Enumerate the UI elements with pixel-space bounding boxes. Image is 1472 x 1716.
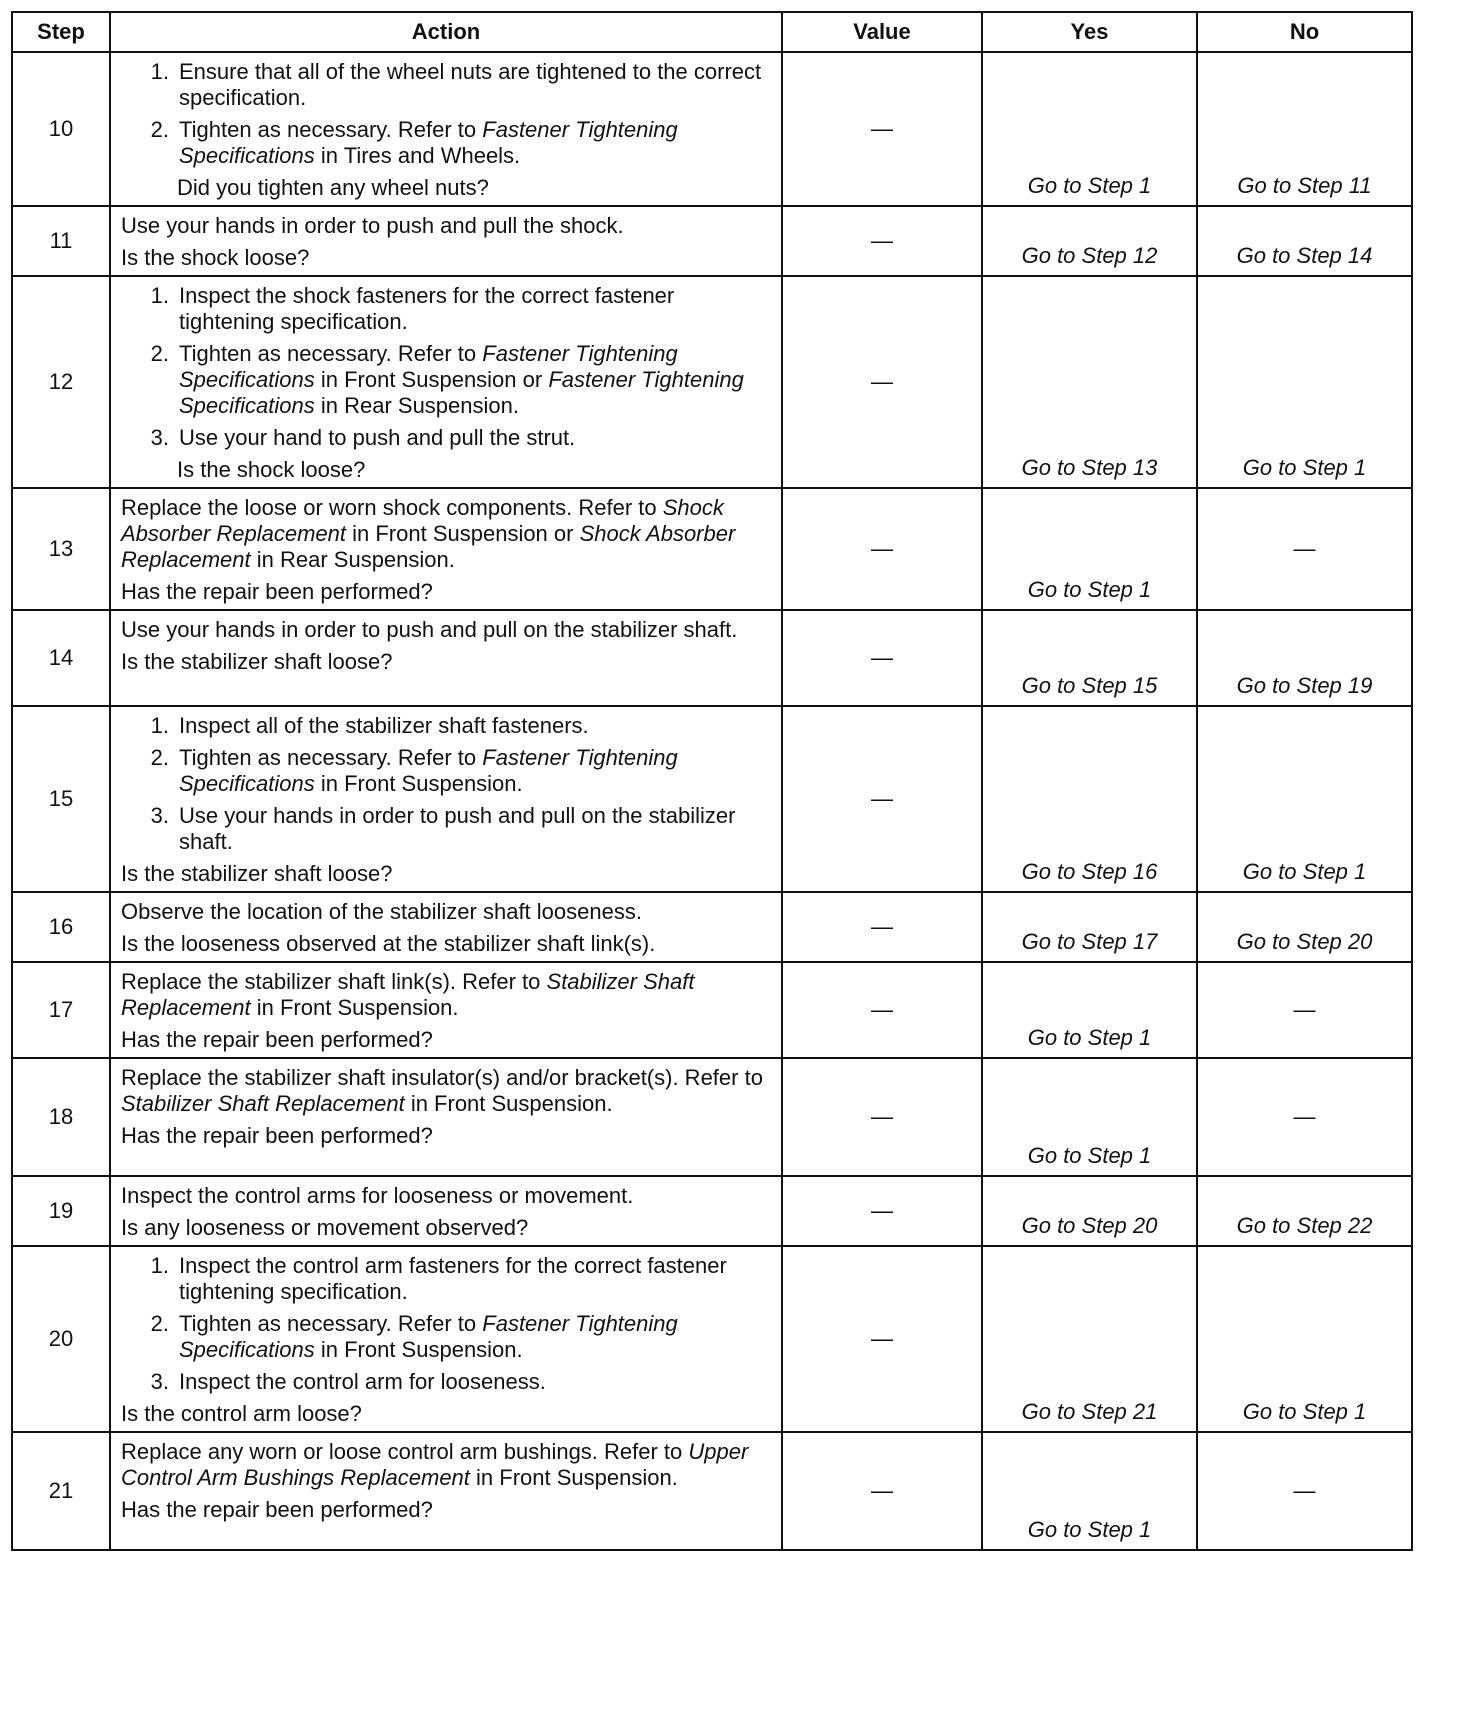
question: Did you tighten any wheel nuts? (177, 175, 489, 200)
reference-title: Fastener Tightening Specifications (179, 117, 678, 168)
yes-cell (982, 962, 1197, 1058)
no-cell (1197, 1176, 1412, 1246)
table-row (12, 276, 1412, 488)
action-cell (110, 206, 782, 276)
action-cell (110, 962, 782, 1058)
step-number: 3. (150, 425, 169, 450)
value-dash: — (871, 645, 893, 670)
action-text (121, 1439, 773, 1491)
no-dash: — (1293, 536, 1316, 561)
value-dash: — (871, 536, 893, 561)
table-row (12, 610, 1412, 706)
reference-title: Fastener Tightening Specifications (179, 745, 678, 796)
reference-title: Upper Control Arm Bushings Replacement (121, 1439, 749, 1490)
value-cell (782, 1246, 982, 1432)
action-step (121, 1311, 773, 1363)
text: in Front Suspension. (314, 1337, 523, 1362)
table-row (12, 892, 1412, 962)
text: in Rear Suspension. (314, 393, 519, 418)
yes-goto: Go to Step 12 (1021, 243, 1158, 268)
header-no: No (1197, 12, 1412, 52)
no-dash: — (1293, 997, 1316, 1022)
question: Is the shock loose? (177, 457, 366, 482)
action-cell (110, 1246, 782, 1432)
yes-goto: Go to Step 1 (1027, 173, 1152, 198)
action-step (121, 283, 773, 335)
text: in Front Suspension. (404, 1091, 613, 1116)
yes-cell (982, 206, 1197, 276)
action-step (121, 713, 773, 739)
text: in Front Suspension. (250, 995, 459, 1020)
reference-title: Fastener Tightening Specifications (179, 1311, 678, 1362)
header-value: Value (782, 12, 982, 52)
action-cell (110, 610, 782, 706)
action-text (121, 1183, 773, 1209)
step-text (179, 117, 773, 169)
action-cell (110, 488, 782, 610)
action-cell (110, 706, 782, 892)
step-cell: 10 (12, 52, 110, 206)
yes-cell (982, 488, 1197, 610)
value-dash: — (871, 369, 893, 394)
value-cell (782, 206, 982, 276)
text: Inspect the control arm for looseness. (179, 1369, 546, 1394)
yes-goto: Go to Step 21 (1021, 1399, 1158, 1424)
table-row (12, 1432, 1412, 1550)
step-number: 3. (150, 1369, 169, 1394)
question: Has the repair been performed? (121, 1123, 433, 1148)
header-step: Step (12, 12, 110, 52)
no-cell (1197, 276, 1412, 488)
header-row (12, 12, 1412, 52)
no-goto: Go to Step 20 (1236, 929, 1373, 954)
table-body (12, 52, 1412, 1550)
action-step (121, 1369, 773, 1395)
table-row (12, 206, 1412, 276)
value-dash: — (871, 786, 893, 811)
no-cell (1197, 1246, 1412, 1432)
question: Is the stabilizer shaft loose? (121, 861, 393, 886)
step-text (179, 1311, 773, 1363)
text: Tighten as necessary. Refer to (179, 117, 483, 142)
reference-title: Shock Absorber Replacement (121, 521, 736, 572)
step-cell: 17 (12, 962, 110, 1058)
table-row (12, 52, 1412, 206)
text: Use your hands in order to push and pull on the stabilizer shaft. (121, 617, 738, 642)
step-cell: 20 (12, 1246, 110, 1432)
yes-goto: Go to Step 1 (1027, 1517, 1152, 1542)
yes-goto: Go to Step 1 (1027, 1143, 1152, 1168)
step-number: 2. (150, 341, 169, 366)
step-text (179, 341, 773, 419)
action-step (121, 803, 773, 855)
action-text (121, 617, 773, 643)
action-step (121, 59, 773, 111)
step-text (179, 803, 773, 855)
no-cell (1197, 892, 1412, 962)
no-goto: Go to Step 14 (1236, 243, 1373, 268)
diagnostic-table (11, 11, 1413, 1551)
step-number: 1. (150, 1253, 169, 1278)
yes-cell (982, 1432, 1197, 1550)
question: Has the repair been performed? (121, 1497, 433, 1522)
value-dash: — (871, 997, 893, 1022)
value-cell (782, 488, 982, 610)
value-cell (782, 892, 982, 962)
question: Is the stabilizer shaft loose? (121, 649, 393, 674)
value-cell (782, 962, 982, 1058)
text: Inspect the shock fasteners for the correct fastener tightening specification. (179, 283, 675, 334)
action-text (121, 495, 773, 573)
value-dash: — (871, 1326, 893, 1351)
value-cell (782, 706, 982, 892)
step-number: 1. (150, 59, 169, 84)
step-cell: 11 (12, 206, 110, 276)
reference-title: Shock Absorber Replacement (121, 495, 724, 546)
value-dash: — (871, 1104, 893, 1129)
text: in Tires and Wheels. (314, 143, 521, 168)
action-cell (110, 52, 782, 206)
text: Ensure that all of the wheel nuts are tightened to the correct specification. (179, 59, 762, 110)
text: Replace the loose or worn shock components. Refer to (121, 495, 663, 520)
step-number: 3. (150, 803, 169, 828)
no-cell (1197, 706, 1412, 892)
step-cell: 14 (12, 610, 110, 706)
yes-cell (982, 276, 1197, 488)
text: in Front Suspension. (314, 771, 523, 796)
step-text (179, 425, 773, 451)
action-cell (110, 276, 782, 488)
question: Is the shock loose? (121, 245, 310, 270)
question: Has the repair been performed? (121, 1027, 433, 1052)
text: in Rear Suspension. (250, 547, 455, 572)
value-dash: — (871, 116, 893, 141)
step-text (179, 1253, 773, 1305)
action-cell (110, 1176, 782, 1246)
step-cell: 16 (12, 892, 110, 962)
step-number: 2. (150, 117, 169, 142)
text: in Front Suspension or (346, 521, 580, 546)
action-text (121, 1065, 773, 1117)
text: Inspect the control arms for looseness or movement. (121, 1183, 634, 1208)
value-dash: — (871, 914, 893, 939)
action-text (121, 899, 773, 925)
step-number: 2. (150, 745, 169, 770)
reference-title: Fastener Tightening Specifications (179, 341, 678, 392)
question: Is the looseness observed at the stabilizer shaft link(s). (121, 931, 656, 956)
no-dash: — (1293, 1478, 1316, 1503)
no-goto: Go to Step 22 (1236, 1213, 1373, 1238)
reference-title: Stabilizer Shaft Replacement (121, 1091, 405, 1116)
question: Has the repair been performed? (121, 579, 433, 604)
action-cell (110, 1058, 782, 1176)
step-text (179, 1369, 773, 1395)
step-number: 1. (150, 713, 169, 738)
yes-goto: Go to Step 20 (1021, 1213, 1158, 1238)
action-cell (110, 1432, 782, 1550)
yes-cell (982, 706, 1197, 892)
yes-goto: Go to Step 17 (1021, 929, 1158, 954)
value-cell (782, 610, 982, 706)
text: Replace the stabilizer shaft insulator(s) and/or bracket(s). Refer to (121, 1065, 763, 1090)
question: Is any looseness or movement observed? (121, 1215, 529, 1240)
text: Use your hand to push and pull the strut. (179, 425, 576, 450)
no-cell (1197, 610, 1412, 706)
reference-title: Fastener Tightening Specifications (179, 367, 744, 418)
value-dash: — (871, 1478, 893, 1503)
yes-goto: Go to Step 13 (1021, 455, 1158, 480)
text: Tighten as necessary. Refer to (179, 1311, 483, 1336)
text: Tighten as necessary. Refer to (179, 745, 483, 770)
no-cell (1197, 1432, 1412, 1550)
no-goto: Go to Step 1 (1242, 455, 1367, 480)
action-step (121, 341, 773, 419)
yes-goto: Go to Step 16 (1021, 859, 1158, 884)
table-row (12, 488, 1412, 610)
text: in Front Suspension or (314, 367, 549, 392)
text: Replace the stabilizer shaft link(s). Refer to (121, 969, 547, 994)
value-dash: — (871, 1198, 893, 1223)
action-step (121, 1253, 773, 1305)
no-cell (1197, 206, 1412, 276)
yes-goto: Go to Step 15 (1021, 673, 1158, 698)
step-cell: 19 (12, 1176, 110, 1246)
reference-title: Stabilizer Shaft Replacement (121, 969, 695, 1020)
no-goto: Go to Step 1 (1242, 1399, 1367, 1424)
value-dash: — (871, 228, 893, 253)
action-step (121, 745, 773, 797)
text: Use your hands in order to push and pull the shock. (121, 213, 624, 238)
question: Is the control arm loose? (121, 1401, 362, 1426)
step-text (179, 713, 773, 739)
text: Tighten as necessary. Refer to (179, 341, 483, 366)
text: in Front Suspension. (469, 1465, 678, 1490)
step-text (179, 283, 773, 335)
yes-cell (982, 610, 1197, 706)
step-cell: 18 (12, 1058, 110, 1176)
value-cell (782, 1176, 982, 1246)
yes-cell (982, 1246, 1197, 1432)
action-text (121, 213, 773, 239)
no-goto: Go to Step 19 (1236, 673, 1373, 698)
text: Use your hands in order to push and pull on the stabilizer shaft. (179, 803, 736, 854)
action-step (121, 117, 773, 169)
yes-cell (982, 52, 1197, 206)
table-row (12, 1058, 1412, 1176)
step-number: 1. (150, 283, 169, 308)
no-goto: Go to Step 1 (1242, 859, 1367, 884)
value-cell (782, 1058, 982, 1176)
step-text (179, 59, 773, 111)
step-cell: 12 (12, 276, 110, 488)
no-cell (1197, 488, 1412, 610)
no-cell (1197, 962, 1412, 1058)
table-row (12, 962, 1412, 1058)
no-goto: Go to Step 11 (1237, 173, 1372, 198)
step-text (179, 745, 773, 797)
yes-goto: Go to Step 1 (1027, 1025, 1152, 1050)
step-cell: 13 (12, 488, 110, 610)
yes-cell (982, 1058, 1197, 1176)
no-cell (1197, 1058, 1412, 1176)
no-dash: — (1293, 1104, 1316, 1129)
step-number: 2. (150, 1311, 169, 1336)
yes-cell (982, 892, 1197, 962)
text: Replace any worn or loose control arm bushings. Refer to (121, 1439, 689, 1464)
step-cell: 21 (12, 1432, 110, 1550)
step-cell: 15 (12, 706, 110, 892)
header-action: Action (110, 12, 782, 52)
action-step (121, 425, 773, 451)
text: Observe the location of the stabilizer shaft looseness. (121, 899, 642, 924)
yes-cell (982, 1176, 1197, 1246)
header-yes: Yes (982, 12, 1197, 52)
value-cell (782, 52, 982, 206)
action-cell (110, 892, 782, 962)
text: Inspect the control arm fasteners for the correct fastener tightening specification. (179, 1253, 727, 1304)
table-row (12, 1246, 1412, 1432)
no-cell (1197, 52, 1412, 206)
value-cell (782, 276, 982, 488)
table-row (12, 706, 1412, 892)
yes-goto: Go to Step 1 (1027, 577, 1152, 602)
value-cell (782, 1432, 982, 1550)
table-row (12, 1176, 1412, 1246)
text: Inspect all of the stabilizer shaft fasteners. (179, 713, 589, 738)
action-text (121, 969, 773, 1021)
